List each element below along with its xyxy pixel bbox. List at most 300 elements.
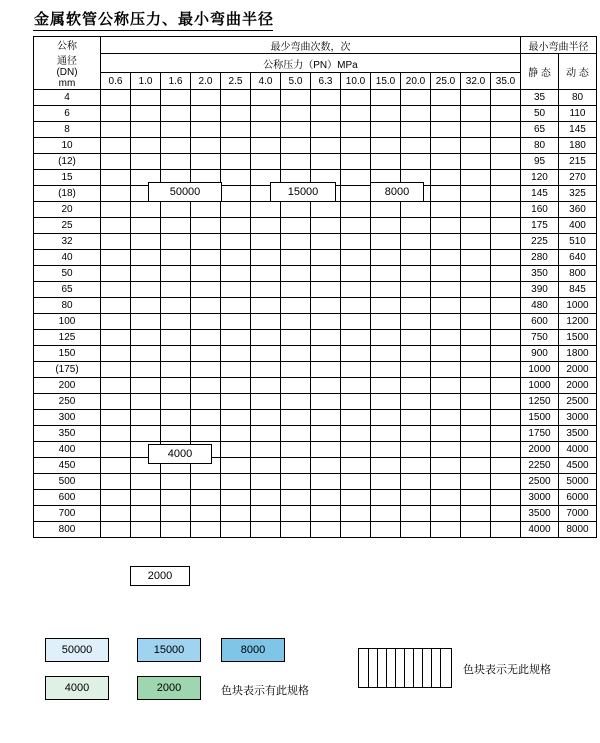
pressure-cell [281,106,311,122]
pressure-cell [461,138,491,154]
pressure-cell [461,330,491,346]
pressure-cell [251,378,281,394]
pressure-cell [461,346,491,362]
pressure-cell [131,250,161,266]
pressure-cell [131,506,161,522]
pressure-cell [191,490,221,506]
pressure-col-header: 2.0 [191,73,221,90]
pressure-cell [101,154,131,170]
pressure-cell [191,330,221,346]
pressure-cell [341,298,371,314]
pressure-cell [371,122,401,138]
pressure-cell [221,330,251,346]
dn-value: 300 [34,410,101,426]
pressure-cell [101,298,131,314]
pressure-cell [461,458,491,474]
pressure-cell [281,426,311,442]
pressure-cell [191,250,221,266]
pressure-col-header: 35.0 [491,73,521,90]
pressure-cell [401,378,431,394]
pressure-cell [491,410,521,426]
pressure-cell [221,474,251,490]
pressure-cell [341,458,371,474]
pressure-cell [251,522,281,538]
pressure-col-header: 10.0 [341,73,371,90]
table-row [34,138,597,154]
pressure-cell [101,106,131,122]
pressure-cell [281,282,311,298]
dynamic-radius-value: 180 [559,138,597,154]
dn-header-line-4: mm [58,78,76,89]
dynamic-radius-value: 5000 [559,474,597,490]
pressure-cell [491,170,521,186]
pressure-cell [491,394,521,410]
pressure-cell [101,458,131,474]
pressure-cell [431,250,461,266]
pressure-cell [161,522,191,538]
pressure-cell [401,442,431,458]
dn-value: 20 [34,202,101,218]
pressure-cell [431,282,461,298]
pressure-cell [131,394,161,410]
pressure-cell [491,154,521,170]
pressure-cell [341,490,371,506]
pressure-cell [161,234,191,250]
pressure-col-header: 0.6 [101,73,131,90]
pressure-cell [401,362,431,378]
table-row [34,298,597,314]
pressure-cell [371,314,401,330]
spec-table [33,36,597,538]
dn-value: 100 [34,314,101,330]
dn-header [34,37,101,90]
pressure-cell [161,330,191,346]
pressure-cell [131,90,161,106]
pressure-cell [131,330,161,346]
pressure-cell [461,250,491,266]
pressure-cell [401,474,431,490]
pressure-cell [131,106,161,122]
pressure-cell [371,266,401,282]
legend-swatch: 50000 [45,638,109,662]
pressure-cell [221,346,251,362]
dn-header-line-3: (DN) [56,67,78,78]
pressure-cell [371,346,401,362]
pressure-cell [371,90,401,106]
dynamic-radius-value: 510 [559,234,597,250]
dynamic-radius-value: 8000 [559,522,597,538]
pressure-cell [401,202,431,218]
pressure-cell [251,314,281,330]
pressure-cell [311,362,341,378]
pressure-cell [461,378,491,394]
pressure-cell [491,186,521,202]
pressure-cell [251,346,281,362]
pressure-cell [191,394,221,410]
pressure-cell [251,490,281,506]
table-row [34,506,597,522]
pressure-cell [101,234,131,250]
table-row [34,522,597,538]
pressure-cell [131,122,161,138]
pressure-cell [101,442,131,458]
pressure-cell [311,426,341,442]
pressure-cell [251,138,281,154]
pressure-cell [161,202,191,218]
pressure-cell [431,522,461,538]
table-row [34,458,597,474]
pressure-cell [461,506,491,522]
pressure-cell [341,250,371,266]
pressure-cell [161,346,191,362]
pressure-cell [341,106,371,122]
static-radius-value: 2500 [521,474,559,490]
pressure-cell [431,490,461,506]
pressure-cell [251,282,281,298]
static-radius-value: 480 [521,298,559,314]
pressure-cell [221,122,251,138]
pressure-cell [131,202,161,218]
pressure-cell [251,250,281,266]
pressure-cell [341,410,371,426]
pressure-cell [101,426,131,442]
pressure-cell [431,106,461,122]
pressure-cell [191,314,221,330]
pressure-cell [281,410,311,426]
pressure-cell [281,506,311,522]
pressure-cell [461,266,491,282]
bend-times-header: 最少弯曲次数，次 [101,37,521,54]
pressure-cell [161,314,191,330]
pressure-cell [161,138,191,154]
dynamic-radius-value: 1500 [559,330,597,346]
pressure-cell [311,282,341,298]
pressure-cell [491,522,521,538]
pressure-cell [371,106,401,122]
pressure-cell [401,330,431,346]
pressure-cell [371,458,401,474]
pressure-cell [251,458,281,474]
dn-value: 400 [34,442,101,458]
pressure-cell [371,378,401,394]
pressure-cell [341,138,371,154]
pressure-cell [461,394,491,410]
pressure-cell [251,410,281,426]
pressure-cell [161,474,191,490]
table-row [34,106,597,122]
pressure-cell [191,234,221,250]
pressure-cell [191,266,221,282]
pressure-cell [311,522,341,538]
pressure-cell [341,266,371,282]
header-row-1 [34,37,597,54]
static-radius-value: 1500 [521,410,559,426]
pressure-cell [371,202,401,218]
header-row-3 [34,73,597,90]
pressure-cell [191,298,221,314]
dn-header-line-2: 通径 [57,56,77,67]
pressure-cell [431,378,461,394]
pressure-cell [311,266,341,282]
pressure-cell [401,298,431,314]
dynamic-radius-value: 845 [559,282,597,298]
pressure-cell [431,474,461,490]
pressure-cell [401,106,431,122]
pressure-cell [251,122,281,138]
pressure-cell [491,218,521,234]
dynamic-radius-value: 2000 [559,362,597,378]
pressure-cell [221,394,251,410]
pressure-cell [281,362,311,378]
pressure-cell [431,394,461,410]
pressure-cell [251,330,281,346]
dn-value: 4 [34,90,101,106]
pressure-cell [161,490,191,506]
pressure-cell [431,138,461,154]
pressure-cell [491,426,521,442]
pressure-cell [221,282,251,298]
pressure-cell [131,314,161,330]
table-row [34,490,597,506]
legend [33,636,573,716]
pressure-cell [101,138,131,154]
pressure-cell [281,266,311,282]
pressure-cell [311,138,341,154]
pressure-cell [101,122,131,138]
dynamic-radius-value: 800 [559,266,597,282]
pressure-cell [371,394,401,410]
pressure-cell [341,394,371,410]
pressure-cell [161,394,191,410]
pressure-cell [281,394,311,410]
dynamic-radius-value: 80 [559,90,597,106]
pressure-cell [191,346,221,362]
table-row [34,266,597,282]
pressure-cell [311,474,341,490]
pressure-cell [311,122,341,138]
pressure-cell [161,506,191,522]
pressure-cell [251,506,281,522]
pressure-cell [491,490,521,506]
dynamic-radius-value: 2000 [559,378,597,394]
table-row [34,90,597,106]
pressure-cell [341,506,371,522]
dynamic-radius-value: 400 [559,218,597,234]
legend-swatch: 4000 [45,676,109,700]
dn-value: 15 [34,170,101,186]
dn-value: 200 [34,378,101,394]
dn-value: (175) [34,362,101,378]
pressure-cell [461,314,491,330]
pressure-cell [491,474,521,490]
pressure-cell [131,266,161,282]
pressure-cell [431,234,461,250]
pressure-cell [221,234,251,250]
static-radius-value: 1000 [521,378,559,394]
pressure-cell [401,122,431,138]
static-radius-value: 750 [521,330,559,346]
pressure-cell [341,170,371,186]
pressure-cell [311,314,341,330]
static-radius-value: 95 [521,154,559,170]
pressure-cell [461,282,491,298]
pressure-cell [101,378,131,394]
table-row [34,122,597,138]
pressure-cell [131,426,161,442]
pressure-cell [101,410,131,426]
pressure-cell [281,90,311,106]
dn-value: 10 [34,138,101,154]
pressure-cell [431,186,461,202]
pressure-cell [161,154,191,170]
pressure-cell [191,506,221,522]
pressure-cell [401,506,431,522]
pressure-cell [101,490,131,506]
static-radius-value: 35 [521,90,559,106]
static-radius-value: 350 [521,266,559,282]
pressure-cell [191,90,221,106]
pressure-cell [281,330,311,346]
pressure-cell [401,218,431,234]
pressure-cell [101,522,131,538]
pressure-cell [371,282,401,298]
pressure-cell [221,170,251,186]
pressure-cell [491,266,521,282]
table-header [34,37,597,90]
pressure-cell [461,362,491,378]
pressure-cell [311,410,341,426]
pressure-cell [431,426,461,442]
dynamic-radius-value: 270 [559,170,597,186]
dynamic-radius-value: 4500 [559,458,597,474]
pressure-cell [101,250,131,266]
pressure-cell [161,362,191,378]
pressure-cell [341,362,371,378]
dynamic-radius-value: 1200 [559,314,597,330]
table-row [34,394,597,410]
pressure-cell [221,154,251,170]
dn-value: 500 [34,474,101,490]
pressure-cell [221,522,251,538]
pressure-cell [281,298,311,314]
legend-swatch: 8000 [221,638,285,662]
pressure-cell [281,474,311,490]
static-radius-value: 160 [521,202,559,218]
pressure-cell [101,314,131,330]
pressure-cell [191,282,221,298]
dynamic-radius-value: 110 [559,106,597,122]
pressure-cell [431,330,461,346]
pressure-cell [191,378,221,394]
pressure-cell [161,122,191,138]
pressure-cell [401,266,431,282]
static-radius-value: 900 [521,346,559,362]
dn-value: 6 [34,106,101,122]
pressure-cell [401,314,431,330]
pressure-cell [491,442,521,458]
pressure-cell [221,378,251,394]
dynamic-radius-value: 3500 [559,426,597,442]
dn-value: 700 [34,506,101,522]
static-radius-value: 1250 [521,394,559,410]
pressure-cell [251,298,281,314]
static-radius-value: 4000 [521,522,559,538]
static-radius-value: 3500 [521,506,559,522]
pressure-cell [461,218,491,234]
pressure-col-header: 20.0 [401,73,431,90]
table-row [34,234,597,250]
dynamic-radius-value: 1800 [559,346,597,362]
pressure-cell [221,458,251,474]
pressure-cell [161,410,191,426]
pressure-cell [341,426,371,442]
pressure-cell [161,426,191,442]
pressure-cell [371,298,401,314]
pressure-cell [371,506,401,522]
pressure-cell [281,314,311,330]
pressure-cell [371,410,401,426]
dn-value: 80 [34,298,101,314]
pressure-cell [341,234,371,250]
pressure-cell [161,106,191,122]
pressure-cell [491,282,521,298]
pressure-cell [401,426,431,442]
static-radius-value: 80 [521,138,559,154]
pressure-cell [341,522,371,538]
pressure-cell [311,234,341,250]
pressure-cell [491,90,521,106]
pressure-cell [491,362,521,378]
pressure-cell [221,90,251,106]
pressure-cell [461,442,491,458]
page-title: 金属软管公称压力、最小弯曲半径 [34,10,275,28]
pressure-cell [311,298,341,314]
dn-value: 250 [34,394,101,410]
pressure-cell [431,90,461,106]
static-header: 静 态 [521,54,559,90]
pressure-cell [401,522,431,538]
pressure-cell [341,122,371,138]
legend-swatch: 15000 [137,638,201,662]
pressure-cell [311,490,341,506]
pressure-cell [401,138,431,154]
pressure-cell [341,90,371,106]
pressure-cell [371,474,401,490]
pressure-cell [131,490,161,506]
pressure-cell [221,186,251,202]
pressure-cell [341,282,371,298]
pressure-cell [341,330,371,346]
pressure-cell [221,298,251,314]
pressure-cell [461,170,491,186]
pressure-cell [101,202,131,218]
pressure-cell [371,330,401,346]
table-row [34,346,597,362]
pressure-cell [371,362,401,378]
dynamic-radius-value: 145 [559,122,597,138]
pressure-cell [461,298,491,314]
pressure-cell [461,490,491,506]
dynamic-radius-value: 215 [559,154,597,170]
pressure-cell [491,346,521,362]
pressure-cell [311,250,341,266]
pressure-cell [461,410,491,426]
pressure-cell [281,202,311,218]
pressure-cell [371,250,401,266]
pressure-cell [311,442,341,458]
dynamic-radius-value: 1000 [559,298,597,314]
pressure-cell [401,394,431,410]
